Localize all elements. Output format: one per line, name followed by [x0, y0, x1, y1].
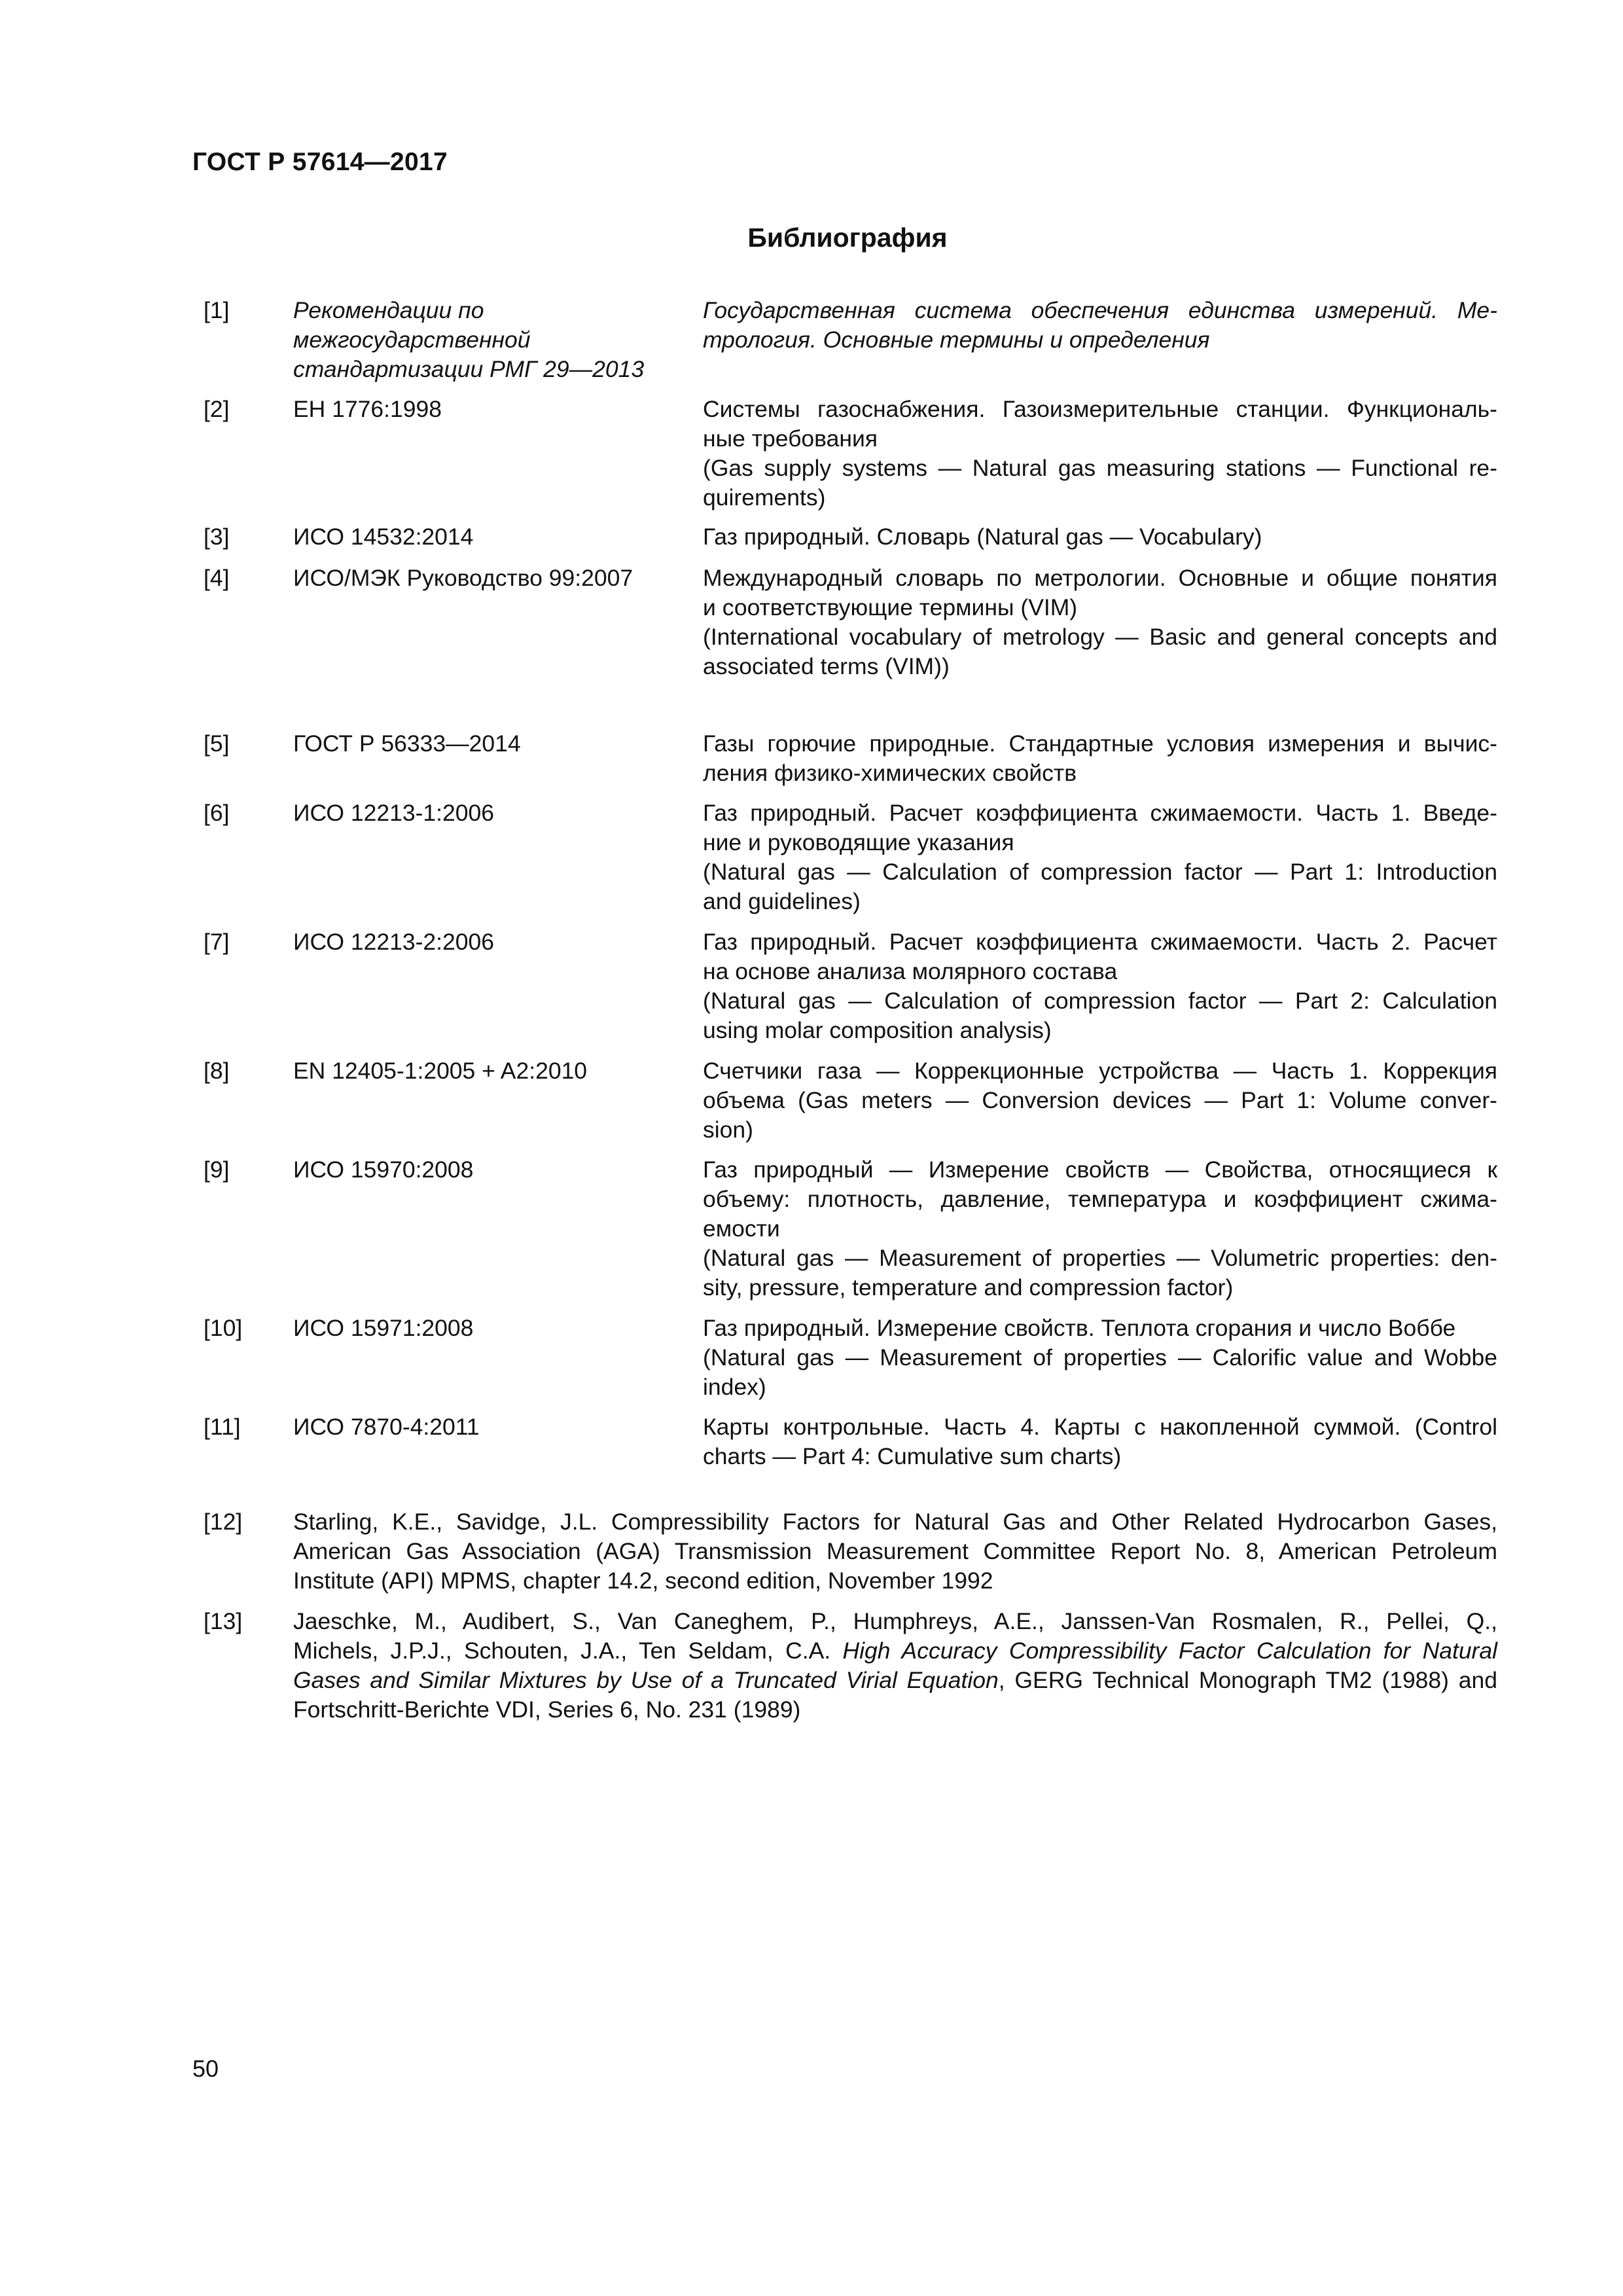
- entry-reference-line: ИСО 12213-1:2006: [293, 800, 494, 826]
- entry-number: [2]: [204, 396, 230, 422]
- entry-title-text: [703, 522, 1497, 552]
- entry-reference-line: ИСО/МЭК Руководство 99:2007: [293, 565, 633, 591]
- entry-title-line: Газ природный. Расчет коэффициента сжимаемости. Часть 2. Расчет: [703, 929, 1497, 955]
- entry-title-line: Газ природный. Измерение свойств. Теплота сгорания и число Воббе: [703, 1315, 1456, 1341]
- entry-title-line: ления физико-химических свойств: [703, 760, 1077, 786]
- entry-title-line: index): [703, 1374, 766, 1400]
- page-number: 50: [192, 2055, 219, 2082]
- entry-title-line: using molar composition analysis): [703, 1017, 1052, 1043]
- entry-number: [7]: [204, 929, 230, 955]
- entry-reference-code: [293, 1314, 679, 1343]
- entry-title-line: charts — Part 4: Cumulative sum charts): [703, 1443, 1122, 1469]
- entry-number: [5]: [204, 730, 230, 757]
- entry-title-line: на основе анализа молярного состава: [703, 958, 1118, 984]
- entry-title-line: и соответствующие термины (VIM): [703, 594, 1078, 620]
- entry-reference-code: [293, 296, 679, 384]
- entry-reference-line: ИСО 12213-2:2006: [293, 929, 494, 955]
- entry-reference-code: [293, 927, 679, 957]
- entry-reference-line: межгосударственной: [293, 327, 531, 353]
- entry-full-reference: [293, 1507, 1497, 1596]
- entry-reference-code: [293, 729, 679, 759]
- entry-title-line: (International vocabulary of metrology — Basic and general concepts and: [703, 624, 1497, 650]
- entry-title-text: [703, 729, 1497, 788]
- reference-fragment: Starling, K.E., Savidge, J.L. Compressibility Factors for Natural Gas and Other Related Hydrocarbon Gases,: [293, 1509, 1497, 1535]
- entry-title-line: трология. Основные термины и определения: [703, 327, 1210, 353]
- entry-title-text: [703, 564, 1497, 681]
- entry-title-text: [703, 927, 1497, 1045]
- bibliography-title: Библиография: [747, 223, 948, 253]
- entry-number: [4]: [204, 565, 230, 591]
- entry-title-line: Счетчики газа — Коррекционные устройства — Часть 1. Коррекция: [703, 1058, 1497, 1084]
- entry-title-line: Международный словарь по метрологии. Основные и общие понятия: [703, 565, 1497, 591]
- entry-reference-code: [293, 798, 679, 828]
- entry-title-line: ние и руководящие указания: [703, 829, 1014, 855]
- italic-title-fragment: High Accuracy Compressibility Factor Calculation for Natural: [842, 1638, 1498, 1664]
- entry-title-text: [703, 1314, 1497, 1402]
- entry-title-text: [703, 798, 1497, 916]
- entry-reference-code: [293, 522, 679, 552]
- entry-title-line: Газ природный. Словарь (Natural gas — Vocabulary): [703, 524, 1262, 550]
- document-code-header: ГОСТ Р 57614—2017: [192, 148, 448, 176]
- entry-title-line: (Gas supply systems — Natural gas measuring stations — Functional re-: [703, 455, 1497, 481]
- entry-number: [6]: [204, 800, 230, 826]
- entry-title-line: (Natural gas — Calculation of compression factor — Part 1: Introduction: [703, 859, 1497, 885]
- entry-reference-line: ИСО 7870-4:2011: [293, 1414, 480, 1440]
- entry-title-line: associated terms (VIM)): [703, 653, 950, 679]
- entry-reference-line: Рекомендации по: [293, 297, 484, 323]
- entry-reference-line: ИСО 15971:2008: [293, 1315, 474, 1341]
- entry-title-line: объему: плотность, давление, температура и коэффициент сжима-: [703, 1186, 1497, 1212]
- entry-reference-line: [293, 1537, 1497, 1566]
- entry-title-line: объема (Gas meters — Conversion devices — Part 1: Volume conver-: [703, 1087, 1497, 1113]
- reference-fragment: Michels, J.P.J., Schouten, J.A., Ten Seldam, C.A.: [293, 1638, 843, 1664]
- entry-title-line: Государственная система обеспечения единства измерений. Ме-: [703, 297, 1497, 323]
- entry-reference-code: [293, 1155, 679, 1185]
- reference-fragment: Jaeschke, M., Audibert, S., Van Caneghem, P., Humphreys, A.E., Janssen-Van Rosmalen, R., Pellei, Q.,: [293, 1608, 1497, 1634]
- entry-reference-line: [293, 1607, 1497, 1636]
- entry-reference-code: [293, 395, 679, 424]
- entry-title-line: quirements): [703, 484, 826, 511]
- entry-number: [8]: [204, 1058, 230, 1084]
- entry-reference-line: [293, 1507, 1497, 1537]
- entry-reference-code: [293, 1056, 679, 1086]
- entry-title-line: Системы газоснабжения. Газоизмерительные станции. Функциональ-: [703, 396, 1497, 422]
- entry-title-line: and guidelines): [703, 888, 861, 914]
- entry-title-line: sion): [703, 1117, 753, 1143]
- entry-number: [11]: [204, 1414, 241, 1440]
- entry-reference-line: [293, 1695, 1497, 1725]
- entry-reference-line: [293, 1636, 1497, 1666]
- entry-title-line: емости: [703, 1215, 780, 1242]
- entry-title-line: Карты контрольные. Часть 4. Карты с накопленной суммой. (Control: [703, 1414, 1497, 1440]
- entry-reference-line: [293, 1666, 1497, 1695]
- reference-fragment: Fortschritt-Berichte VDI, Series 6, No. 231 (1989): [293, 1696, 801, 1723]
- entry-title-line: (Natural gas — Measurement of properties — Volumetric properties: den-: [703, 1245, 1497, 1271]
- entry-reference-line: ГОСТ Р 56333—2014: [293, 730, 521, 757]
- entry-number: [12]: [204, 1509, 243, 1535]
- entry-reference-line: [293, 1566, 1497, 1596]
- entry-number: [3]: [204, 524, 230, 550]
- reference-fragment: American Gas Association (AGA) Transmission Measurement Committee Report No. 8, American Petroleum: [293, 1538, 1497, 1564]
- entry-title-line: ные требования: [703, 425, 878, 452]
- entry-title-text: [703, 296, 1497, 355]
- entry-title-text: [703, 1155, 1497, 1302]
- entry-title-line: (Natural gas — Measurement of properties — Calorific value and Wobbe: [703, 1344, 1497, 1371]
- entry-title-text: [703, 395, 1497, 512]
- entry-reference-line: ИСО 15970:2008: [293, 1157, 474, 1183]
- entry-number: [1]: [204, 297, 230, 323]
- entry-reference-line: EN 12405-1:2005 + A2:2010: [293, 1058, 588, 1084]
- entry-title-line: Газы горючие природные. Стандартные условия измерения и вычис-: [703, 730, 1497, 757]
- entry-title-line: (Natural gas — Calculation of compression factor — Part 2: Calculation: [703, 988, 1497, 1014]
- entry-number: [10]: [204, 1315, 243, 1341]
- entry-number: [9]: [204, 1157, 230, 1183]
- entry-title-line: Газ природный — Измерение свойств — Свойства, относящиеся к: [703, 1157, 1497, 1183]
- entry-reference-code: [293, 564, 679, 593]
- entry-reference-line: ИСО 14532:2014: [293, 524, 474, 550]
- entry-title-line: sity, pressure, temperature and compression factor): [703, 1274, 1234, 1300]
- entry-reference-code: [293, 1412, 679, 1442]
- reference-fragment: Institute (API) MPMS, chapter 14.2, second edition, November 1992: [293, 1568, 993, 1594]
- entry-title-line: Газ природный. Расчет коэффициента сжимаемости. Часть 1. Введе-: [703, 800, 1497, 826]
- entry-title-text: [703, 1412, 1497, 1471]
- entry-number: [13]: [204, 1608, 243, 1634]
- reference-fragment: , GERG Technical Monograph TM2 (1988) and: [998, 1667, 1497, 1693]
- entry-reference-line: стандартизации РМГ 29—2013: [293, 356, 645, 382]
- italic-title-fragment: Gases and Similar Mixtures by Use of a Truncated Virial Equation: [293, 1667, 999, 1693]
- entry-reference-line: ЕН 1776:1998: [293, 396, 442, 422]
- entry-title-text: [703, 1056, 1497, 1145]
- entry-full-reference: [293, 1607, 1497, 1725]
